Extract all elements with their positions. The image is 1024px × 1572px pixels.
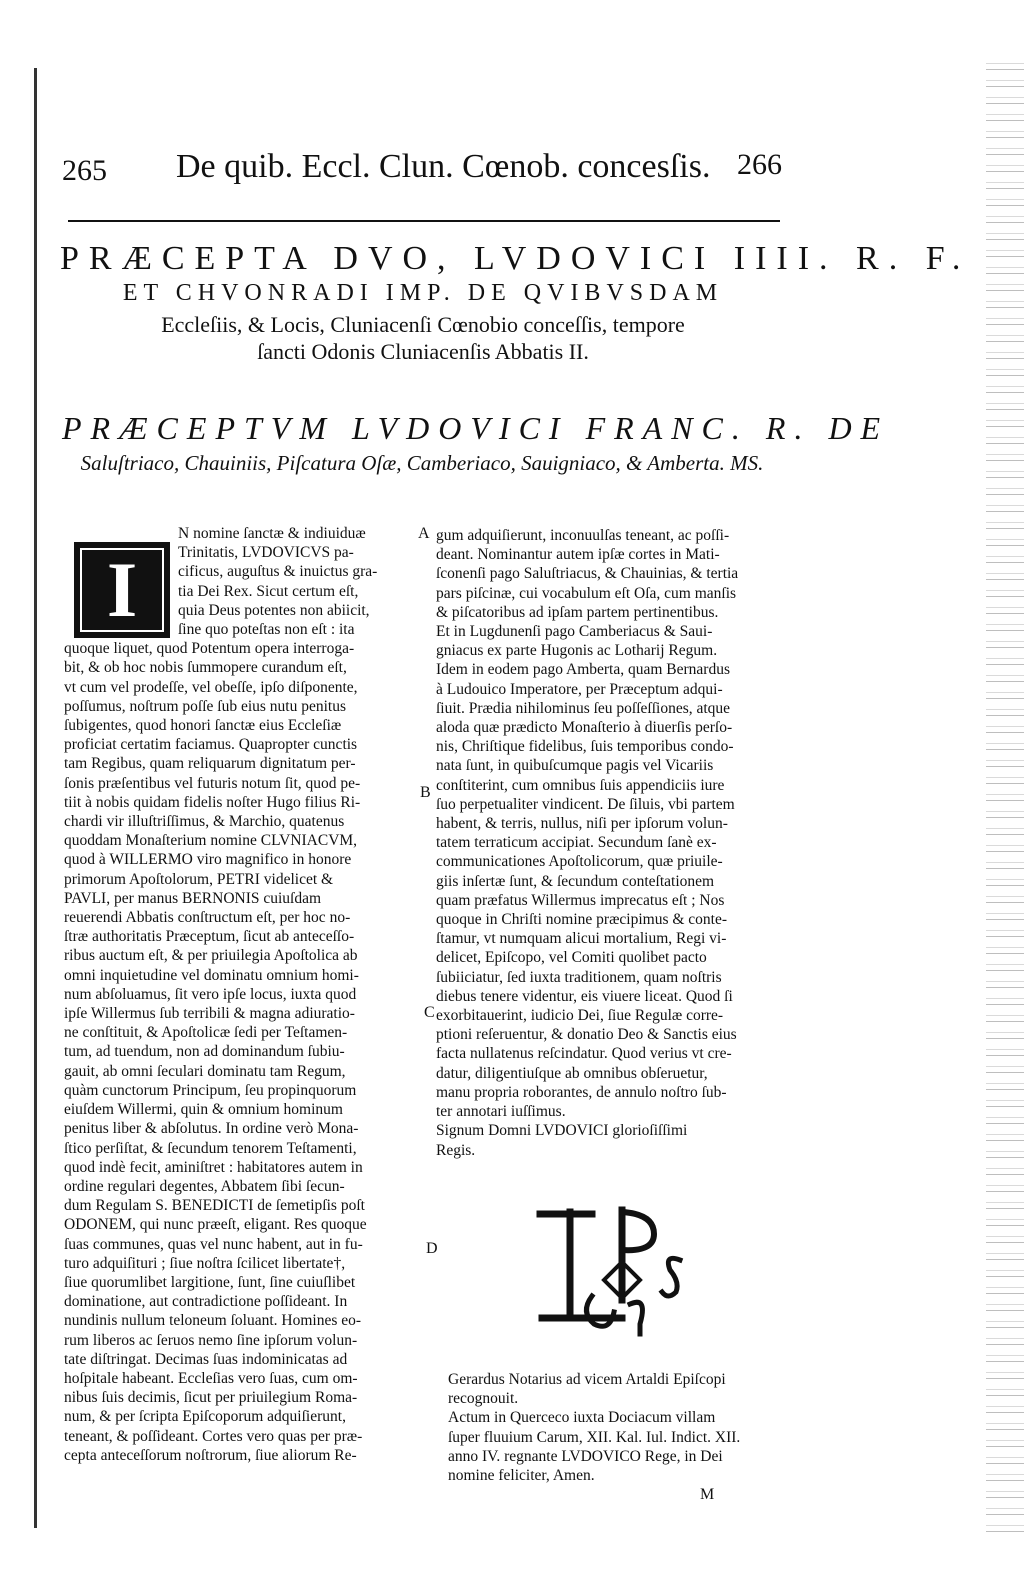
text-line: ſuo perpetualiter vindicent. De ſiluis, vbi partem: [436, 795, 735, 813]
precept-title: [62, 410, 890, 476]
text-line: recognouit.: [448, 1390, 519, 1408]
text-line: datur, diligentiuſque ab omnibus obſeruetur,: [436, 1064, 708, 1082]
text-line: facta nullatenus reſcindatur. Quod verius vt cre-: [436, 1045, 732, 1063]
margin-letter-a: A: [418, 525, 430, 542]
text-line: ribus auctum eſt, & per priuilegia Apoſtolica ab: [64, 947, 358, 965]
left-column: [64, 524, 416, 1465]
margin-letter-d: D: [426, 1240, 438, 1257]
text-line: ptioni reſeruentur, & donatio Deo & Sanctis eius: [436, 1026, 737, 1044]
text-line: nibus ſuis decimis, ſicut per priuilegium Roma-: [64, 1389, 358, 1407]
text-line: cepta anteceſſorum noſtrorum, ſiue aliorum Re-: [64, 1446, 357, 1464]
section-title-line2: ET CHVONRADI IMP. DE QVIBVSDAM: [122, 280, 724, 306]
text-line: N nomine ſanctæ & indiuiduæ: [178, 525, 366, 542]
text-line: cificus, auguſtus & inuictus gra-: [178, 563, 378, 581]
text-line: exorbitauerint, iudicio Dei, ſiue Regulæ corre-: [436, 1007, 724, 1025]
text-line: omni inquietudine vel dominatu omnium homi-: [64, 966, 359, 984]
text-line: nomine feliciter, Amen.: [448, 1467, 595, 1485]
text-line: nata ſunt, in quibuſcumque pagis vel Vicariis: [436, 757, 714, 775]
drop-initial-letter: I: [106, 546, 138, 633]
signature-mark: M: [700, 1486, 715, 1503]
text-line: tia Dei Rex. Sicut certum eſt,: [178, 582, 359, 600]
text-line: giis inſertæ ſunt, & ſecundum conteſtationem: [436, 872, 715, 890]
text-line: ſonis præſentibus vel futuris notum ſit, quod pe-: [64, 774, 361, 792]
text-line: ſtamur, vt numquam alicui mortalium, Regi vi-: [436, 930, 727, 948]
text-line: eiuſdem Willermi, quin & omnium hominum: [64, 1101, 343, 1119]
running-head: [62, 148, 782, 194]
text-line: proficiat certatim faciamus. Quapropter cunctis: [64, 736, 358, 754]
text-line: ſuas communes, quas vel nunc habent, aut in fu-: [64, 1235, 363, 1253]
text-line: ſiue quorumlibet largitione, ſunt, ſine cuiuſlibet: [64, 1273, 356, 1291]
text-line: quod indè fecit, aminiſtret : habitatores autem in: [64, 1158, 363, 1176]
text-line: bit, & ob hoc nobis ſummopere curandum eſt,: [64, 659, 347, 677]
text-line: manu propria roborantes, de annulo noſtro ſub-: [436, 1083, 727, 1101]
margin-letter-b: B: [420, 784, 431, 801]
signature-block: [448, 1370, 794, 1485]
text-line: ſubiiciatur, ſed iuxta traditionem, quam noſtris: [436, 968, 722, 986]
text-line: & piſcatoribus ad ipſam partem pertinentibus.: [436, 603, 719, 621]
text-line: ipſe Willermus ſub terribili & magna adiuratio-: [64, 1005, 355, 1023]
text-line: num abſoluamus, ſit vero ipſe locus, iuxta quod: [64, 985, 357, 1003]
text-line: à Ludouico Imperatore, per Præceptum adqui-: [436, 680, 723, 698]
text-line: ſubigentes, quod honori ſanctæ eius Eccleſiæ: [64, 717, 342, 735]
precept-heading: PRÆCEPTVM LVDOVICI FRANC. R. DE: [62, 410, 890, 446]
page-number-left: 265: [62, 154, 107, 187]
text-line: nis, Chriſtique fidelibus, ſuis temporibus condo-: [436, 738, 734, 756]
text-line: tiit à nobis quidam fidelis noſter Hugo filius Ri-: [64, 793, 361, 811]
text-line: tum, ad tuendum, non ad dominandum ſubiu-: [64, 1043, 345, 1061]
running-title: De quib. Eccl. Clun. Cœnob. concesſis.: [176, 148, 711, 185]
precept-subheading: Saluſtriaco, Chauiniis, Piſcatura Oſæ, Camberiaco, Sauigniaco, & Amberta. MS.: [80, 451, 764, 475]
text-line: Regis.: [436, 1141, 476, 1159]
text-line: quam præfatus Willermus imprecatus eſt ; Nos: [436, 891, 725, 909]
margin-letter-c: C: [424, 1004, 435, 1021]
text-line: ſtræ authoritatis Præceptum, ſicut ab anteceſſo-: [64, 928, 355, 946]
text-line: ODONEM, qui nunc præeſt, eligant. Res quoque: [64, 1216, 367, 1234]
text-line: rum liberos ac ſeruos nemo ſine ipſorum volun-: [64, 1331, 358, 1349]
text-line: Actum in Querceco iuxta Dociacum villam: [448, 1409, 716, 1427]
text-line: communicationes Apoſtolicorum, quæ priuile-: [436, 853, 723, 871]
right-column: [436, 526, 792, 1160]
text-line: gniacus ex parte Hugonis ac Lotharij Regum.: [436, 642, 718, 660]
text-line: teneant, & poſſideant. Cortes vero quas per præ-: [64, 1427, 363, 1445]
text-line: ſine quo poteſtas non eſt : ita: [178, 621, 355, 639]
text-line: PAVLI, per manus BERNONIS cuiuſdam: [64, 889, 322, 907]
text-line: habent, & terris, nullus, niſi per ipſorum volun-: [436, 815, 728, 833]
text-line: ſuper fluuium Carum, XII. Kal. Iul. Indict. XII.: [448, 1428, 741, 1446]
text-line: ordine regulari degentes, Abbatem ſibi ſecun-: [64, 1177, 345, 1195]
text-line: Signum Domni LVDOVICI glorioſiſſimi: [436, 1122, 688, 1140]
text-line: quoque liquet, quod Potentum opera interroga-: [64, 640, 355, 658]
text-line: deant. Nominantur autem ipſæ cortes in Mati-: [436, 546, 720, 564]
text-line: Et in Lugdunenſi pago Camberiacus & Saui-: [436, 623, 713, 641]
text-line: gauit, ab omni ſeculari dominatu tam Regum,: [64, 1062, 346, 1080]
text-line: dominatione, aut contradictione poſſideant. In: [64, 1293, 348, 1311]
text-line: num, & per ſcripta Epiſcoporum adquiſierunt,: [64, 1408, 346, 1426]
text-line: dum Regulam S. BENEDICTI de ſemetipſis poſt: [64, 1197, 365, 1215]
royal-monogram-image: [530, 1200, 710, 1340]
text-line: ter annotari iuſſimus.: [436, 1103, 566, 1121]
text-line: ſiuit. Prædia nihilominus ſeu poſſeſſiones, atque: [436, 699, 731, 717]
text-line: quod à WILLERMO viro magnifico in honore: [64, 851, 352, 869]
text-line: turo adquiſituri ; ſiue noſtra ſcilicet libertate†,: [64, 1254, 346, 1272]
text-line: reuerendi Abbatis conſtructum eſt, per hoc no-: [64, 909, 351, 927]
text-line: Gerardus Notarius ad vicem Artaldi Epiſcopi: [448, 1371, 726, 1388]
text-line: ſconenſi pago Saluſtriacus, & Chauinias, & tertia: [436, 565, 739, 583]
text-line: tam Regibus, quam reliquarum dignitatum per-: [64, 755, 356, 773]
text-line: diebus tenere videntur, eis viuere liceat. Quod ſi: [436, 987, 733, 1005]
text-line: quia Deus potentes non abiicit,: [178, 601, 370, 619]
section-title-line1: PRÆCEPTA DVO, LVDOVICI IIII. R. F.: [60, 240, 971, 277]
text-line: quoque in Chriſti nomine præcipimus & conte-: [436, 911, 728, 929]
text-line: pars piſcinæ, cui vocabulum eſt Oſa, cum manſis: [436, 584, 737, 602]
text-line: nundinis nullum teloneum ſoluant. Homines eo-: [64, 1312, 362, 1330]
header-rule: [68, 220, 780, 222]
text-line: ne conſtituit, & Apoſtolicæ ſedi per Teſtamen-: [64, 1024, 348, 1042]
scan-edge-noise: [986, 60, 1024, 1540]
text-line: chardi vir illuſtriſſimus, & Marchio, quatenus: [64, 813, 345, 831]
scan-edge-bar: [34, 68, 37, 1528]
text-line: conſtiterint, cum omnibus ſuis appendiciis iure: [436, 776, 725, 794]
text-line: aloda quæ prædicto Monaſterio à diuerſis perſo-: [436, 719, 733, 737]
text-line: Idem in eodem pago Amberta, quam Bernardus: [436, 661, 730, 679]
text-line: quàm cunctorum Principum, ſeu propinquorum: [64, 1081, 357, 1099]
text-line: delicet, Epiſcopo, vel Comiti quolibet pacto: [436, 949, 707, 967]
text-line: penitus liber & abſolutus. In ordine verò Mona-: [64, 1120, 359, 1138]
text-line: Trinitatis, LVDOVICVS pa-: [178, 544, 354, 562]
text-line: tatem terraticum accipiat. Secundum ſanè ex-: [436, 834, 717, 852]
text-line: poſſumus, noſtrum poſſe ſub eius nutu penitus: [64, 697, 347, 715]
section-title-line3: Eccleſiis, & Locis, Cluniacenſi Cœnobio conceſſis, tempore ſancti Odonis Cluniacenſis Abbatis II.: [161, 312, 685, 364]
page-number-right: 266: [737, 148, 782, 181]
text-line: tate diſtringat. Decimas ſuas indominicatas ad: [64, 1350, 348, 1368]
text-line: anno IV. regnante LVDOVICO Rege, in Dei: [448, 1447, 723, 1465]
text-line: hoſpitale habeant. Eccleſias vero ſuas, cum om-: [64, 1369, 358, 1387]
section-title: [60, 240, 971, 365]
text-line: ſtico perſiſtat, & ſecundum tenorem Teſtamenti,: [64, 1139, 357, 1157]
text-line: vt cum vel prodeſſe, vel obeſſe, ipſo diſponente,: [64, 678, 358, 696]
text-line: primorum Apoſtolorum, PETRI videlicet &: [64, 870, 334, 888]
text-line: gum adquiſierunt, inconuulſas teneant, ac poſſi-: [436, 527, 730, 544]
text-line: quoddam Monaſterium nomine CLVNIACVM,: [64, 832, 358, 850]
